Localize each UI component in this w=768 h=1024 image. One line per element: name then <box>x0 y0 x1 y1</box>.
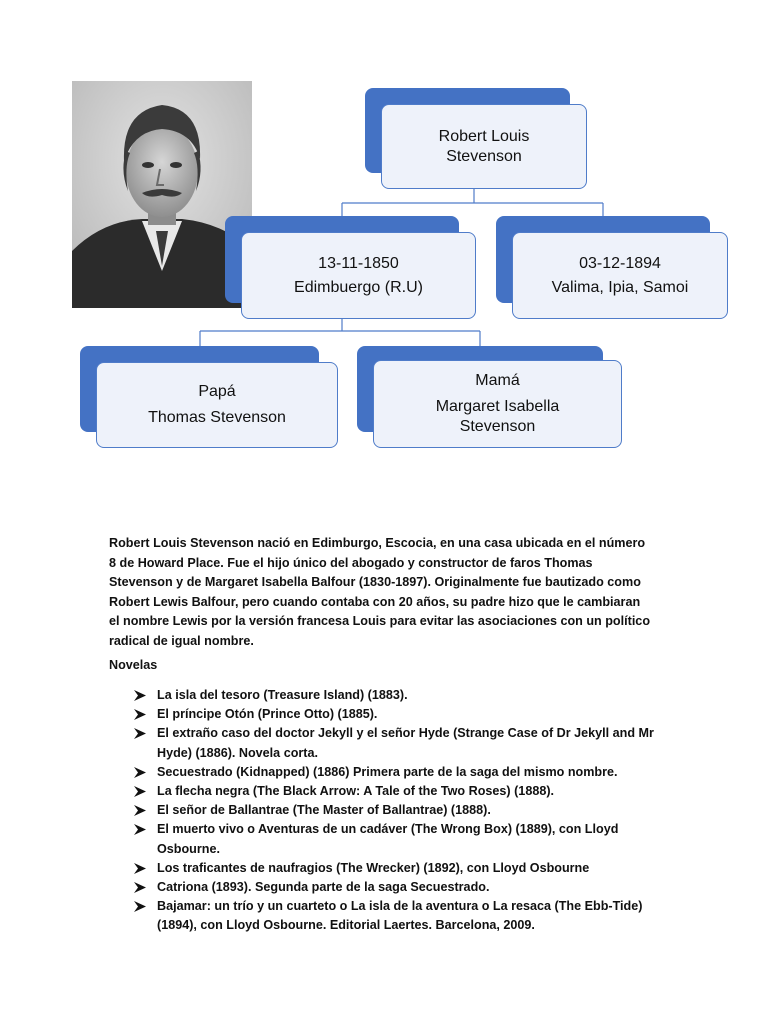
node-birth-place: Edimbuergo (R.U) <box>294 278 423 296</box>
arrow-bullet-icon <box>133 823 147 836</box>
node-author-line-2: Stevenson <box>446 147 522 165</box>
novels-heading: Novelas <box>109 658 158 672</box>
arrow-bullet-icon <box>133 900 147 913</box>
arrow-bullet-icon <box>133 727 147 740</box>
arrow-bullet-icon <box>133 689 147 702</box>
list-item: La isla del tesoro (Treasure Island) (1883). <box>133 686 663 705</box>
node-birth-date: 13-11-1850 <box>318 254 399 272</box>
list-item: Bajamar: un trío y un cuarteto o La isla de la aventura o La resaca (The Ebb-Tide) (1894), con Lloyd Osbourne. Editorial Laertes. Barcelona, 2009. <box>133 897 663 935</box>
arrow-bullet-icon <box>133 862 147 875</box>
arrow-bullet-icon <box>133 785 147 798</box>
list-item: El extraño caso del doctor Jekyll y el señor Hyde (Strange Case of Dr Jekyll and Mr Hyde) (1886). Novela corta. <box>133 724 663 762</box>
list-item: La flecha negra (The Black Arrow: A Tale of the Two Roses) (1888). <box>133 782 663 801</box>
list-item: Secuestrado (Kidnapped) (1886) Primera parte de la saga del mismo nombre. <box>133 763 663 782</box>
node-death-place: Valima, Ipia, Samoi <box>551 278 689 296</box>
node-mother-name-2: Stevenson <box>459 418 536 435</box>
arrow-bullet-icon <box>133 708 147 721</box>
node-author-line-1: Robert Louis <box>438 127 530 145</box>
list-item: Los traficantes de naufragios (The Wrecker) (1892), con Lloyd Osbourne <box>133 859 663 878</box>
node-mother-name-1: Margaret Isabella <box>435 398 560 415</box>
node-father-role: Papá <box>198 383 236 400</box>
node-mother-role: Mamá <box>475 372 520 389</box>
arrow-bullet-icon <box>133 881 147 894</box>
list-item: El señor de Ballantrae (The Master of Ballantrae) (1888). <box>133 801 663 820</box>
node-father-name: Thomas Stevenson <box>148 409 286 426</box>
list-item: El muerto vivo o Aventuras de un cadáver (The Wrong Box) (1889), con Lloyd Osbourne. <box>133 820 663 858</box>
biography-paragraph: Robert Louis Stevenson nació en Edimburgo, Escocia, en una casa ubicada en el número 8 de Howard Place. Fue el hijo único del abogado y constructor de faros Thomas Stevenson y de Margaret Isabella Balfour (1830-1897). Originalmente fue bautizado como Robert Lewis Balfour, pero cuando contaba con 20 años, su padre hizo que le cambiaran el nombre Lewis por la versión francesa Louis para evitar las asociaciones con un político radical de igual nombre. <box>109 536 651 648</box>
novels-list <box>133 686 663 936</box>
node-death-date: 03-12-1894 <box>579 254 661 272</box>
arrow-bullet-icon <box>133 804 147 817</box>
arrow-bullet-icon <box>133 766 147 779</box>
list-item: El príncipe Otón (Prince Otto) (1885). <box>133 705 663 724</box>
list-item: Catriona (1893). Segunda parte de la saga Secuestrado. <box>133 878 663 897</box>
